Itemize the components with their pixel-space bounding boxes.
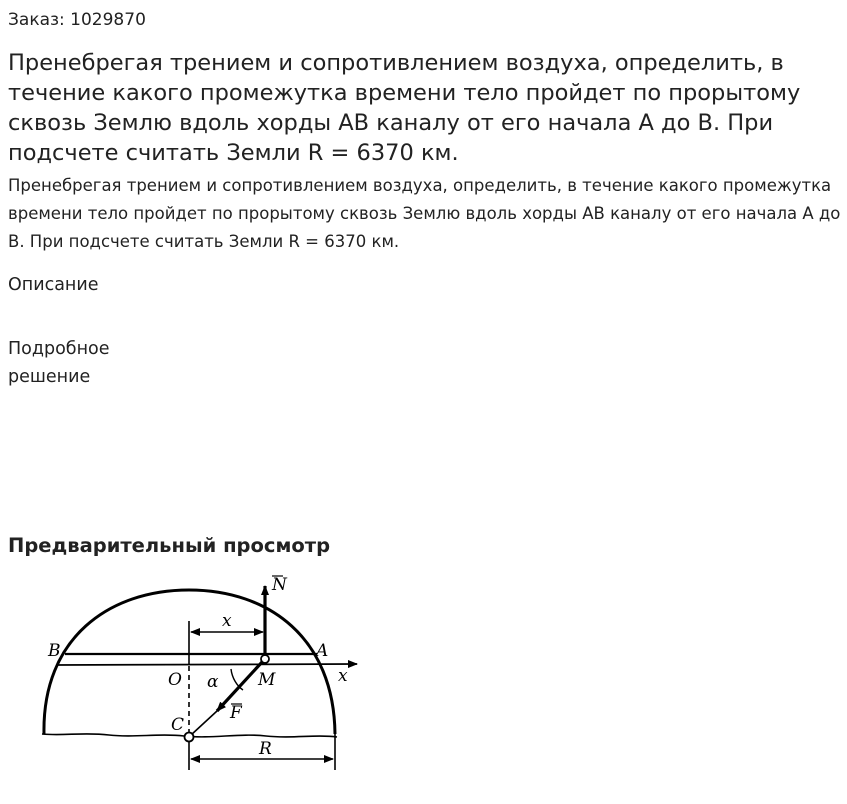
earth-chord-diagram — [34, 568, 370, 774]
problem-description: Пренебрегая трением и сопротивлением воздуха, определить, в течение какого промежутка времени тело пройдет по прорытому сквозь Землю вдоль хорды AB каналу от его начала A до B. При подсчете считать Земли R = 6370 км. — [8, 176, 841, 251]
preview-heading: Предварительный просмотр — [8, 534, 331, 557]
x-axis — [56, 664, 357, 665]
order-number: Заказ: 1029870 — [8, 10, 146, 30]
label-b: B — [48, 641, 61, 661]
point-c — [185, 733, 194, 742]
description-section-label: Описание — [8, 275, 99, 295]
label-o: O — [168, 670, 182, 690]
label-m: M — [258, 670, 276, 690]
solution-section-label: Подробное решение — [8, 339, 110, 387]
label-n: N — [272, 575, 287, 595]
label-a: A — [316, 641, 329, 661]
label-x-axis: x — [338, 666, 348, 686]
problem-title: Пренебрегая трением и сопротивлением воздуха, определить, в течение какого промежутка времени тело пройдет по прорытому сквозь Землю вдоль хорды AB каналу от его начала A до B. При подсчете считать Земли R = 6370 км. — [8, 50, 801, 166]
label-alpha: α — [207, 672, 219, 692]
mc-line — [191, 711, 217, 735]
label-x-distance: x — [222, 611, 232, 631]
preview-figure — [34, 568, 370, 774]
label-f: F — [230, 703, 242, 723]
label-c: C — [171, 715, 185, 735]
point-m — [261, 655, 269, 663]
label-r: R — [259, 739, 272, 759]
